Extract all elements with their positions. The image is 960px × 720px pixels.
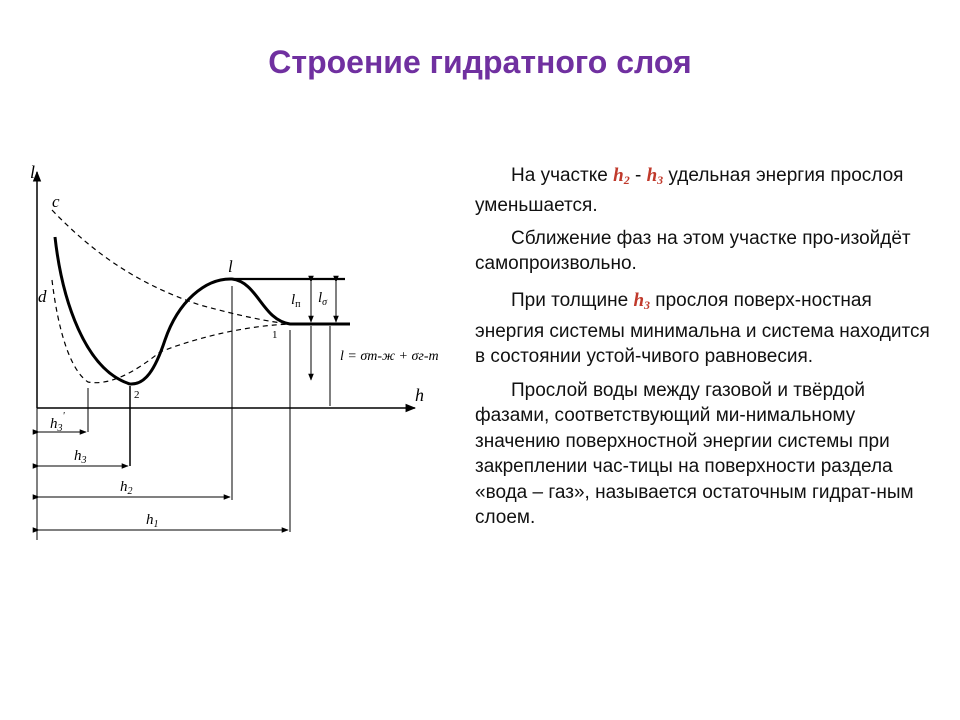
point-2-label: 2: [134, 389, 140, 401]
curve-c: [52, 210, 290, 324]
x-axis-label: h: [415, 385, 424, 405]
paragraph-4: Прослой воды между газовой и твёрдой фазами, соответствующий ми-нимальному значению поверхностной энергии системы при закреплении час-тицы на поверхности раздела «вода – газ», называется остаточным гидрат-ным слоем.: [475, 379, 914, 528]
y-axis-label: l: [30, 162, 36, 182]
l-sigma-label: $l_\sigma$: [318, 290, 328, 308]
paragraph-1: На участке $h_2 - h_3$ удельная энергия прослоя уменьшается.: [475, 165, 904, 216]
dim-h2-label: $h_2$: [120, 479, 133, 497]
paragraph-2: Сближение фаз на этом участке про-изойдёт самопроизвольно.: [475, 228, 911, 274]
point-1-label: 1: [272, 329, 278, 341]
curve-d-label: d: [38, 287, 47, 306]
peak-label: l: [228, 257, 233, 276]
dim-h3-label: $h_3$: [74, 448, 87, 466]
formula-label: l = σт-ж + σг-т: [340, 349, 439, 364]
h2-symbol: $h_2$: [613, 165, 630, 187]
energy-curve: [55, 237, 350, 384]
explanation-text: [475, 163, 935, 531]
dim-h1-label: $h_1$: [146, 512, 159, 530]
slide-title: Строение гидратного слоя: [268, 44, 692, 80]
h3-symbol-2: $h_3$: [633, 290, 651, 312]
l-pi-label: $l_п$: [291, 292, 301, 310]
hydrate-layer-diagram: [0, 0, 470, 560]
h3-symbol: $h_3$: [646, 165, 664, 187]
paragraph-3: При толщине $h_3$ прослоя поверх-ностная энергия системы минимальна и система находится в состоянии устой-чивого равновесия.: [475, 290, 930, 367]
curve-c-label: c: [52, 192, 60, 211]
dim-h3p-label: $h_3'$: [50, 411, 65, 434]
